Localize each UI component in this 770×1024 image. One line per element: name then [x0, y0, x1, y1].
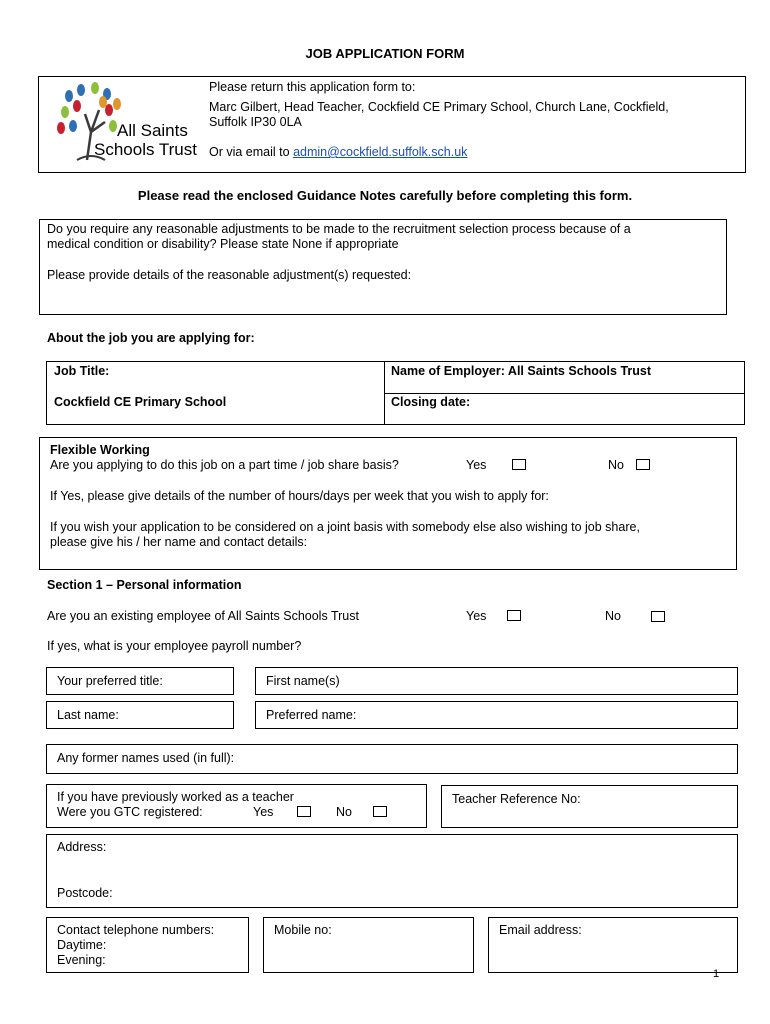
first-name-label: First name(s): [266, 674, 340, 688]
contact-phone-field[interactable]: [46, 917, 249, 973]
daytime-label: Daytime:: [57, 938, 107, 952]
teacher-ref-field[interactable]: [441, 785, 738, 828]
mobile-label: Mobile no:: [274, 923, 332, 937]
logo-line-1: All Saints: [117, 121, 188, 140]
page-number: 1: [713, 968, 720, 980]
email-label: Email address:: [499, 923, 582, 937]
adjustments-details-label: Please provide details of the reasonable adjustment(s) requested:: [47, 268, 412, 282]
address-field[interactable]: [46, 834, 738, 908]
existing-yes-checkbox[interactable]: [507, 610, 521, 621]
flexible-joint-line-2: please give his / her name and contact details:: [50, 535, 308, 549]
existing-no-checkbox[interactable]: [651, 611, 665, 622]
former-names-label: Any former names used (in full):: [57, 751, 235, 765]
header-box: [38, 76, 746, 173]
former-names-field[interactable]: [46, 744, 738, 774]
closing-date-label: Closing date:: [391, 395, 471, 409]
email-field[interactable]: [488, 917, 738, 973]
page-title: JOB APPLICATION FORM: [305, 46, 465, 61]
school-name: Cockfield CE Primary School: [54, 395, 227, 409]
address-label: Address:: [57, 840, 107, 854]
gtc-yes-checkbox[interactable]: [297, 806, 311, 817]
logo: [47, 82, 197, 167]
existing-yes-label: Yes: [466, 609, 487, 623]
preferred-title-label: Your preferred title:: [57, 674, 163, 688]
employer-label: Name of Employer: All Saints Schools Trust: [391, 364, 652, 378]
teacher-box: [46, 784, 427, 828]
about-job-heading: About the job you are applying for:: [47, 331, 255, 345]
job-title-label: Job Title:: [54, 364, 110, 378]
email-link[interactable]: admin@cockfield.suffolk.sch.uk: [293, 145, 468, 159]
existing-no-label: No: [605, 609, 621, 623]
section1-heading: Section 1 – Personal information: [47, 578, 242, 592]
gtc-no-label: No: [336, 805, 352, 819]
flexible-no-checkbox[interactable]: [636, 459, 650, 470]
adjustments-box[interactable]: [39, 219, 727, 315]
return-to-text: Please return this application form to:: [209, 80, 416, 94]
last-name-field[interactable]: [46, 701, 234, 729]
adjustments-question-1: Do you require any reasonable adjustments to be made to the recruitment selection process because of a: [47, 222, 631, 236]
preferred-name-label: Preferred name:: [266, 708, 357, 722]
flexible-working-box: [39, 437, 737, 570]
gtc-yes-label: Yes: [253, 805, 274, 819]
flexible-joint-line-1: If you wish your application to be considered on a joint basis with somebody else also wishing to job share,: [50, 520, 640, 534]
gtc-no-checkbox[interactable]: [373, 806, 387, 817]
guidance-note: Please read the enclosed Guidance Notes carefully before completing this form.: [137, 188, 633, 203]
job-table-rule: [384, 393, 745, 394]
last-name-label: Last name:: [57, 708, 119, 722]
mobile-field[interactable]: [263, 917, 474, 973]
gtc-label: Were you GTC registered:: [57, 805, 203, 819]
flexible-no-label: No: [608, 458, 624, 472]
email-prefix: Or via email to: [209, 145, 294, 159]
teacher-ref-label: Teacher Reference No:: [452, 792, 581, 806]
contact-label: Contact telephone numbers:: [57, 923, 215, 937]
first-name-field[interactable]: [255, 667, 738, 695]
email-line: [209, 145, 467, 159]
flexible-question: Are you applying to do this job on a part time / job share basis?: [50, 458, 399, 472]
address-line-1: Marc Gilbert, Head Teacher, Cockfield CE Primary School, Church Lane, Cockfield,: [209, 100, 669, 114]
preferred-title-field[interactable]: [46, 667, 234, 695]
existing-employee-question: Are you an existing employee of All Saints Schools Trust: [47, 609, 359, 623]
payroll-question: If yes, what is your employee payroll number?: [47, 639, 302, 653]
job-table: [46, 361, 745, 425]
flexible-heading: Flexible Working: [50, 443, 150, 457]
flexible-hours-label: If Yes, please give details of the number of hours/days per week that you wish to apply for:: [50, 489, 549, 503]
evening-label: Evening:: [57, 953, 106, 967]
preferred-name-field[interactable]: [255, 701, 738, 729]
address-line-2: Suffolk IP30 0LA: [209, 115, 302, 129]
flexible-yes-checkbox[interactable]: [512, 459, 526, 470]
postcode-label: Postcode:: [57, 886, 113, 900]
teacher-line-1: If you have previously worked as a teacher: [57, 790, 294, 804]
adjustments-question-2: medical condition or disability? Please state None if appropriate: [47, 237, 399, 251]
flexible-yes-label: Yes: [466, 458, 487, 472]
logo-line-2: Schools Trust: [94, 140, 197, 159]
